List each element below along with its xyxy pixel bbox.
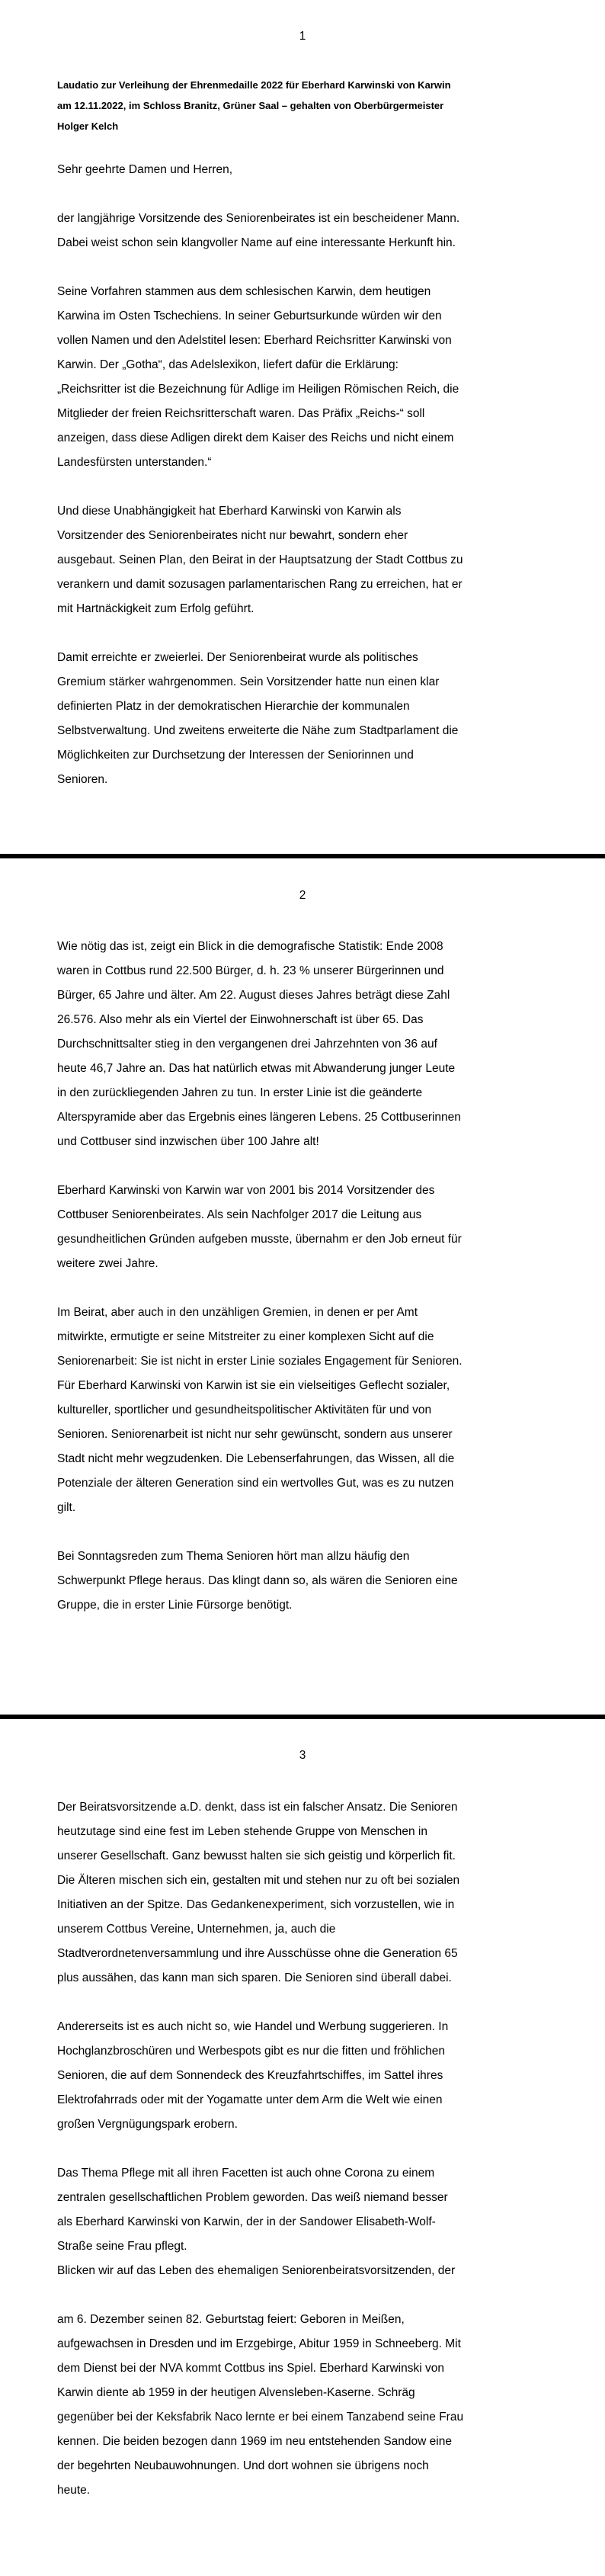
text-line: anzeigen, dass diese Adligen direkt dem Kaiser des Reichs und nicht einem [57,431,454,444]
paragraph [57,2308,575,2503]
text-line: unserem Cottbus Vereine, Unternehmen, ja, auch die [57,1923,336,1936]
text-line: Gremium stärker wahrgenommen. Sein Vorsitzender hatte nun einen klar [57,675,440,688]
page-3 [0,1719,605,2576]
paragraph [57,2161,575,2283]
text-line: Durchschnittsalter stieg in den vergangenen drei Jahrzehnten von 36 auf [57,1038,437,1051]
text-line: Senioren, die auf dem Sonnendeck des Kreuzfahrtschiffes, im Sattel ihres [57,2069,443,2082]
text-line: plus aussähen, das kann man sich sparen. Die Senioren sind überall dabei. [57,1971,452,1984]
text-line: kultureller, sportlicher und gesundheitspolitischer Aktivitäten für und von [57,1403,432,1416]
paragraph [57,1301,575,1520]
text-line: heutzutage sind eine fest im Leben stehende Gruppe von Menschen in [57,1825,427,1838]
text-line: Seine Vorfahren stammen aus dem schlesischen Karwin, dem heutigen [57,285,431,298]
text-line: Der Beiratsvorsitzende a.D. denkt, dass ist ein falscher Ansatz. Die Senioren [57,1801,458,1814]
text-line: Vorsitzender des Seniorenbeirates nicht nur bewahrt, sondern eher [57,529,408,542]
text-line: Eberhard Karwinski von Karwin war von 2001 bis 2014 Vorsitzender des [57,1184,435,1197]
text-line: definierten Platz in der demokratischen Hierarchie der kommunalen [57,700,410,713]
text-line: Schwerpunkt Pflege heraus. Das klingt dann so, als wären die Senioren eine [57,1574,458,1587]
text-line: Im Beirat, aber auch in den unzähligen Gremien, in denen er per Amt [57,1306,418,1319]
text-line: Bürger, 65 Jahre und älter. Am 22. August dieses Jahres beträgt diese Zahl [57,989,450,1002]
text-line: Und diese Unabhängigkeit hat Eberhard Karwinski von Karwin als [57,505,402,518]
paragraph [57,158,575,182]
text-line: Dabei weist schon sein klangvoller Name auf eine interessante Herkunft hin. [57,236,456,249]
paragraph [57,1545,575,1618]
text-line: weitere zwei Jahre. [57,1257,158,1270]
text-line: Die Älteren mischen sich ein, gestalten mit und stehen nur zu oft bei sozialen [57,1874,460,1887]
text-line: 26.576. Also mehr als ein Viertel der Einwohnerschaft ist über 65. Das [57,1013,424,1026]
text-line: Straße seine Frau pflegt. [57,2240,187,2253]
text-line: Senioren. [57,773,108,786]
text-line: Sehr geehrte Damen und Herren, [57,163,233,176]
text-line: Blicken wir auf das Leben des ehemaligen Seniorenbeiratsvorsitzenden, der [57,2264,456,2277]
text-line: dem Dienst bei der NVA kommt Cottbus ins Spiel. Eberhard Karwinski von [57,2362,444,2375]
text-line: zentralen gesellschaftlichen Problem geworden. Das weiß niemand besser [57,2191,448,2204]
text-line: Stadt nicht mehr wegzudenken. Die Lebenserfahrungen, das Wissen, all die [57,1452,455,1465]
text-line: gesundheitlichen Gründen aufgeben musste, übernahm er den Job erneut für [57,1233,462,1246]
page-2 [0,858,605,1715]
text-line: Wie nötig das ist, zeigt ein Blick in die demografische Statistik: Ende 2008 [57,940,443,953]
title-line: Laudatio zur Verleihung der Ehrenmedaille 2022 für Eberhard Karwinski von Karwin [57,79,451,91]
text-line: vollen Namen und den Adelstitel lesen: Eberhard Reichsritter Karwinski von [57,334,452,347]
text-line: der begehrten Neubauwohnungen. Und dort wohnen sie übrigens noch [57,2459,429,2472]
text-line: kennen. Die beiden bezogen dann 1969 im neu entstehenden Sandow eine [57,2435,452,2448]
text-line: Das Thema Pflege mit all ihren Facetten ist auch ohne Corona zu einem [57,2167,435,2180]
text-line: Karwin diente ab 1959 in der heutigen Alvensleben-Kaserne. Schräg [57,2386,415,2399]
text-line: Elektrofahrrads oder mit der Yogamatte unter dem Arm die Welt wie einen [57,2093,443,2106]
text-line: großen Vergnügungspark erobern. [57,2118,238,2131]
paragraph [57,207,575,255]
text-line: mitwirkte, ermutigte er seine Mitstreiter zu einer komplexen Sicht auf die [57,1330,434,1343]
text-line: waren in Cottbus rund 22.500 Bürger, d. h. 23 % unserer Bürgerinnen und [57,964,444,977]
page-1 [0,0,605,854]
paragraph [57,1795,575,1991]
paragraph [57,935,575,1154]
paragraph [57,1179,575,1276]
text-line: Für Eberhard Karwinski von Karwin ist sie ein vielseitiges Geflecht sozialer, [57,1379,450,1392]
document-title [57,75,575,136]
text-line: heute. [57,2484,91,2497]
text-line: unserer Gesellschaft. Ganz bewusst halten sie sich geistig und körperlich fit. [57,1849,456,1862]
paragraph [57,280,575,475]
paragraph [57,2015,575,2137]
text-line: Alterspyramide aber das Ergebnis eines längeren Lebens. 25 Cottbuserinnen [57,1111,461,1124]
text-line: am 6. Dezember seinen 82. Geburtstag feiert: Geboren in Meißen, [57,2313,405,2326]
page-number: 3 [299,1749,306,1762]
text-line: Gruppe, die in erster Linie Fürsorge benötigt. [57,1599,293,1612]
text-line: mit Hartnäckigkeit zum Erfolg geführt. [57,602,254,615]
text-line: Andererseits ist es auch nicht so, wie Handel und Werbung suggerieren. In [57,2020,449,2033]
text-line: Landesfürsten unterstanden.“ [57,456,212,469]
text-line: Damit erreichte er zweierlei. Der Seniorenbeirat wurde als politisches [57,651,418,664]
text-line: Hochglanzbroschüren und Werbespots gibt es nur die fitten und fröhlichen [57,2045,445,2058]
text-line: Stadtverordnetenversammlung und ihre Ausschüsse ohne die Generation 65 [57,1947,458,1960]
title-line: Holger Kelch [57,120,119,132]
paragraph [57,646,575,792]
text-line: in den zurückliegenden Jahren zu tun. In erster Linie ist die geänderte [57,1086,423,1099]
text-line: „Reichsritter ist die Bezeichnung für Adlige im Heiligen Römischen Reich, die [57,383,459,396]
text-line: Möglichkeiten zur Durchsetzung der Interessen der Seniorinnen und [57,749,414,762]
text-line: Potenziale der älteren Generation sind ein wertvolles Gut, was es zu nutzen [57,1477,454,1490]
text-line: als Eberhard Karwinski von Karwin, der in der Sandower Elisabeth-Wolf- [57,2215,436,2228]
text-line: Selbstverwaltung. Und zweitens erweiterte die Nähe zum Stadtparlament die [57,724,459,737]
text-line: Bei Sonntagsreden zum Thema Senioren hört man allzu häufig den [57,1550,410,1563]
text-line: heute 46,7 Jahre an. Das hat natürlich etwas mit Abwanderung junger Leute [57,1062,456,1075]
title-line: am 12.11.2022, im Schloss Branitz, Grüner Saal – gehalten von Oberbürgermeister [57,100,444,111]
page-number: 1 [299,30,306,43]
text-line: Senioren. Seniorenarbeit ist nicht nur sehr gewünscht, sondern aus unserer [57,1428,453,1441]
page-number: 2 [299,889,306,902]
text-line: Seniorenarbeit: Sie ist nicht in erster Linie soziales Engagement für Senioren. [57,1355,463,1368]
text-line: aufgewachsen in Dresden und im Erzgebirge, Abitur 1959 in Schneeberg. Mit [57,2337,461,2350]
text-line: Karwina im Osten Tschechiens. In seiner Geburtsurkunde würden wir den [57,310,442,322]
text-line: ausgebaut. Seinen Plan, den Beirat in der Hauptsatzung der Stadt Cottbus zu [57,553,463,566]
text-line: gegenüber bei der Keksfabrik Naco lernte er bei einem Tanzabend seine Frau [57,2411,464,2424]
text-line: Initiativen an der Spitze. Das Gedankenexperiment, sich vorzustellen, wie in [57,1898,455,1911]
text-line: und Cottbuser sind inzwischen über 100 Jahre alt! [57,1135,319,1148]
text-line: Karwin. Der „Gotha“, das Adelslexikon, liefert dafür die Erklärung: [57,358,399,371]
text-line: verankern und damit sozusagen parlamentarischen Rang zu erreichen, hat er [57,578,463,591]
text-line: Cottbuser Seniorenbeirates. Als sein Nachfolger 2017 die Leitung aus [57,1208,422,1221]
paragraph [57,499,575,621]
text-line: der langjährige Vorsitzende des Seniorenbeirates ist ein bescheidener Mann. [57,212,460,225]
text-line: Mitglieder der freien Reichsritterschaft waren. Das Präfix „Reichs-“ soll [57,407,425,420]
text-line: gilt. [57,1501,76,1514]
